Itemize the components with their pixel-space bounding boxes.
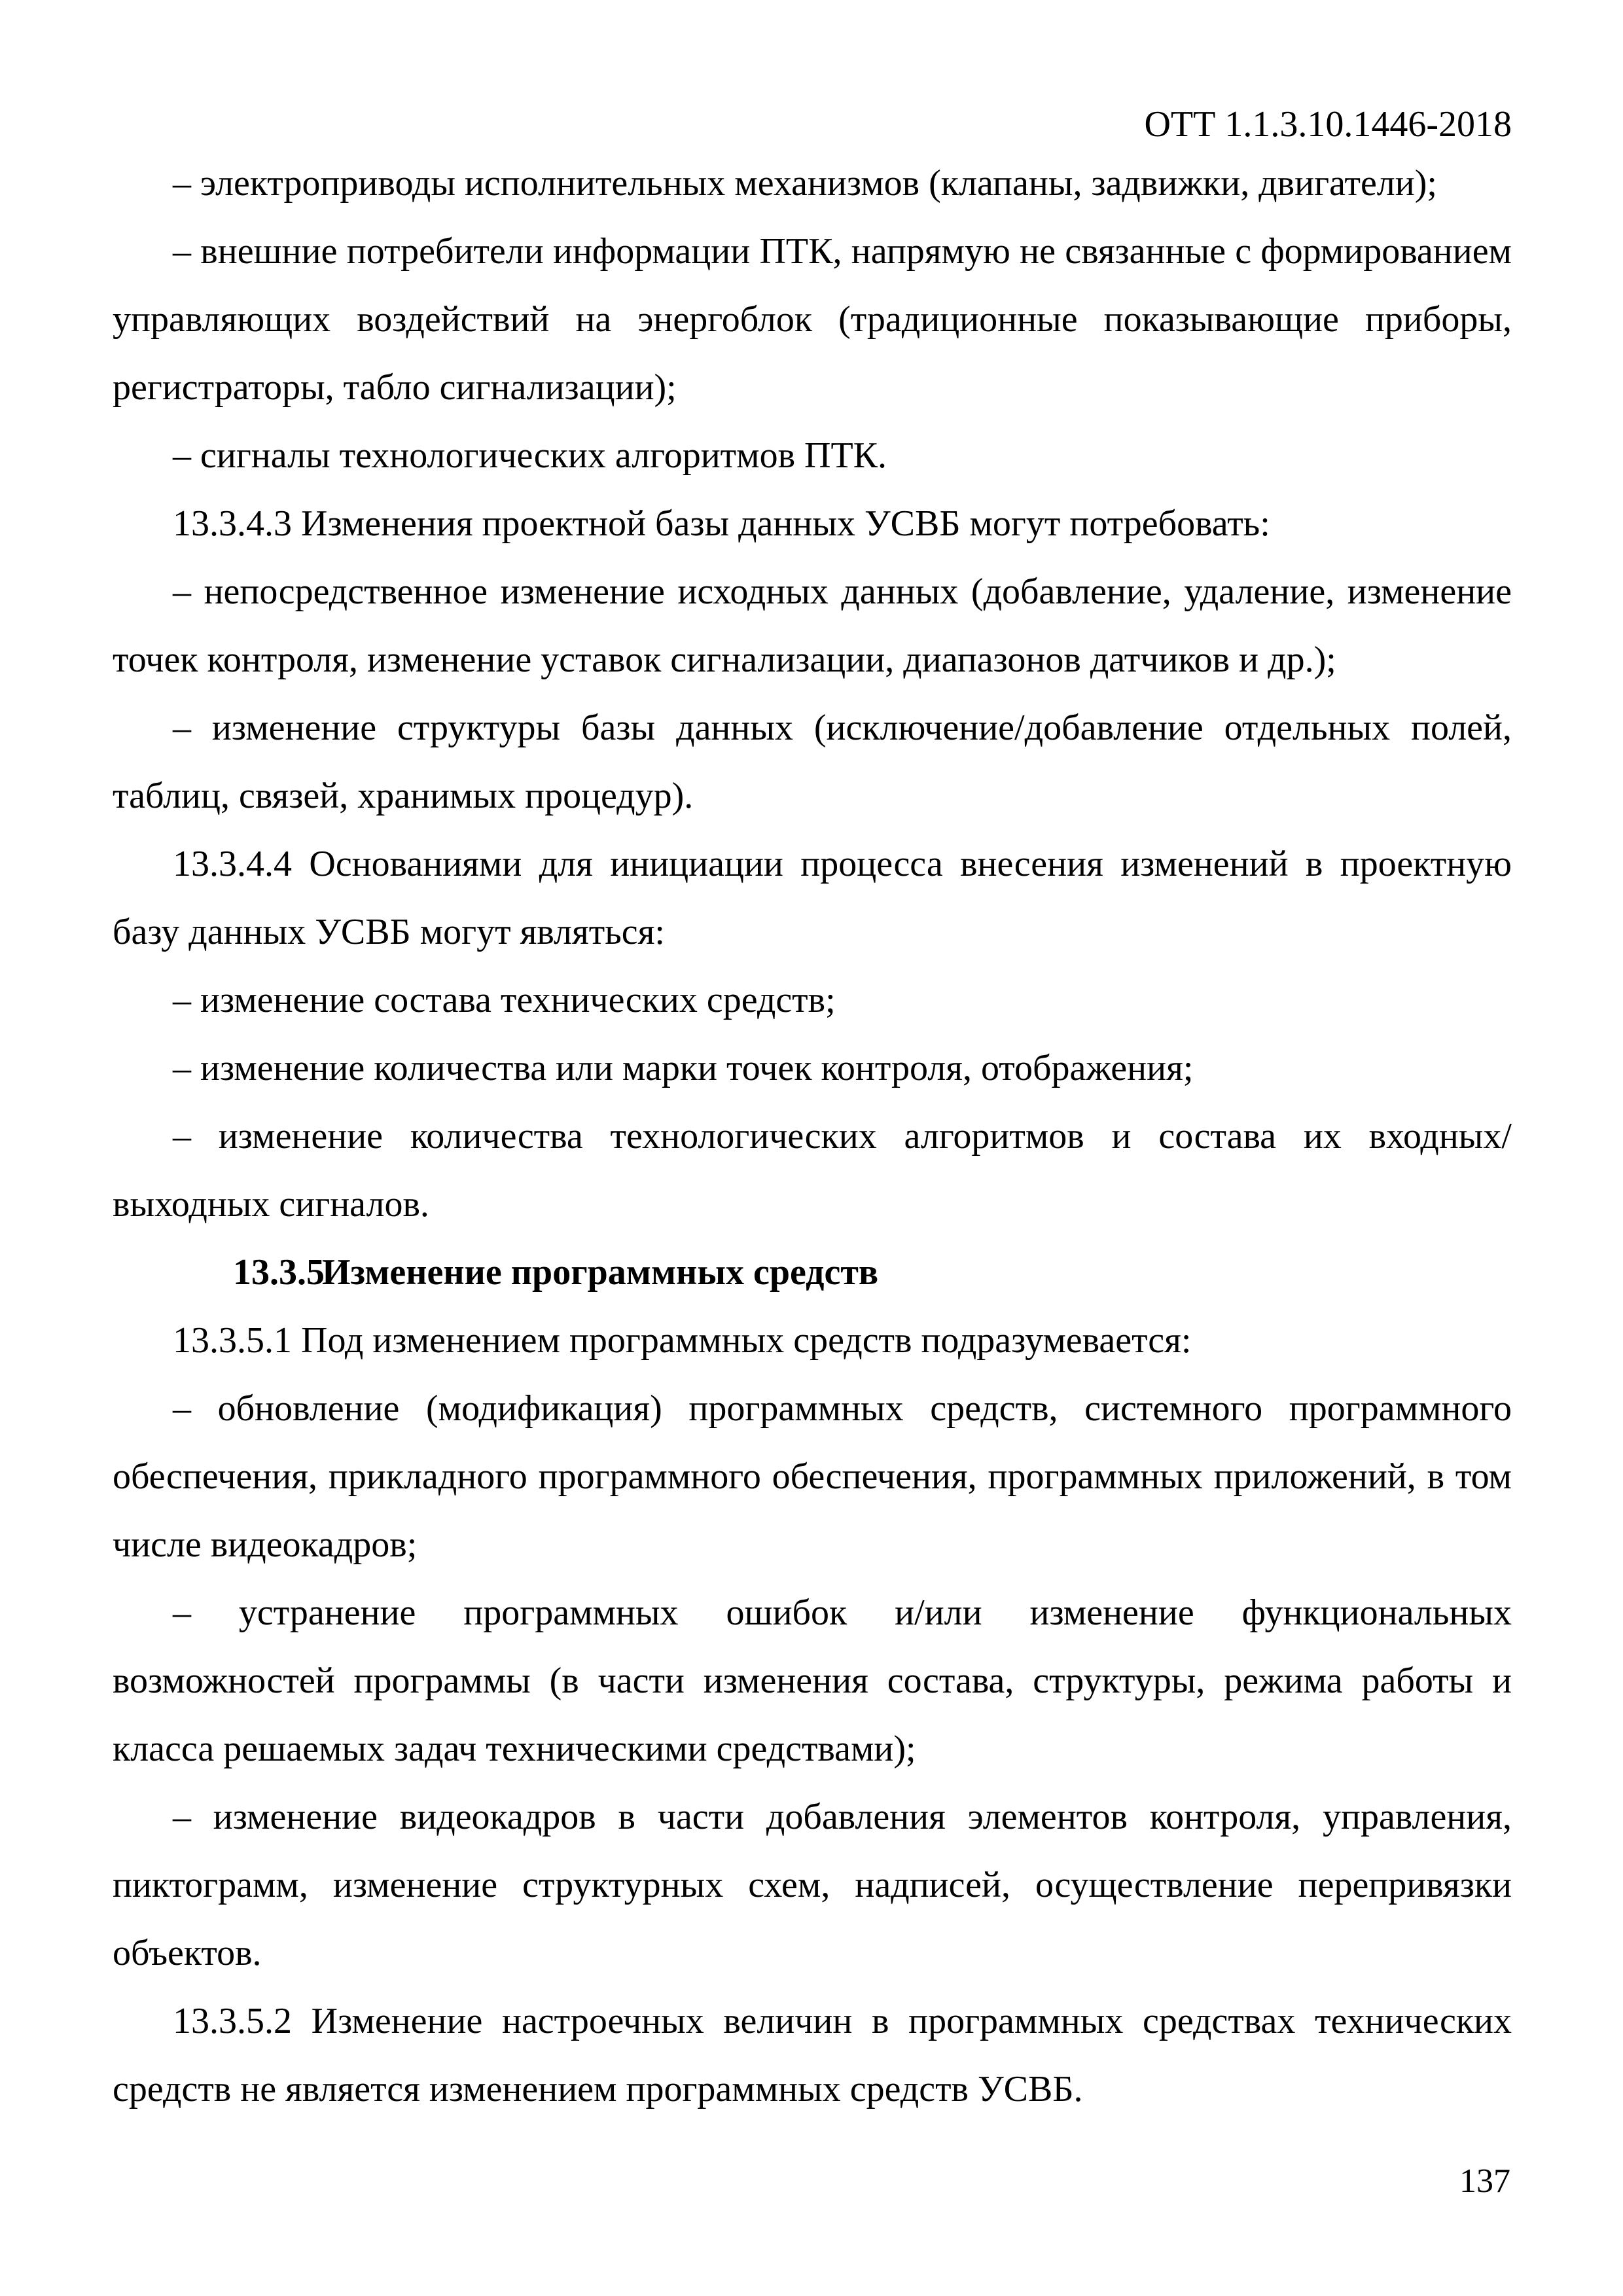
paragraph: 13.3.5.2 Изменение настроечных величин в программных средствах технических средств не является изменением программных средств УСВБ. bbox=[113, 2001, 1512, 2109]
section-title: Изменение программных средств bbox=[322, 1252, 879, 1293]
page-body bbox=[113, 149, 1512, 2123]
paragraph: – непосредственное изменение исходных данных (добавление, удаление, изменение точек контроля, изменение уставок сигнализации, диапазонов датчиков и др.); bbox=[113, 571, 1512, 680]
paragraph: – изменение состава технических средств; bbox=[173, 980, 836, 1020]
paragraph: 13.3.4.3 Изменения проектной базы данных УСВБ могут потребовать: bbox=[173, 503, 1270, 544]
paragraph: – изменение количества технологических алгоритмов и состава их входных/выходных сигналов. bbox=[113, 1116, 1512, 1225]
paragraph: 13.3.4.4 Основаниями для инициации процесса внесения изменений в проектную базу данных УСВБ могут являться: bbox=[113, 844, 1512, 952]
document-code: ОТТ 1.1.3.10.1446-2018 bbox=[1144, 104, 1512, 145]
paragraph: – электроприводы исполнительных механизмов (клапаны, задвижки, двигатели); bbox=[173, 163, 1437, 204]
paragraph: 13.3.5.1 Под изменением программных средств подразумевается: bbox=[173, 1320, 1192, 1361]
section-heading bbox=[113, 1238, 1512, 1306]
paragraph: – внешние потребители информации ПТК, напрямую не связанные с формированием управляющих воздействий на энергоблок (традиционные показывающие приборы, регистраторы, табло сигнализации); bbox=[113, 231, 1512, 408]
paragraph: – изменение видеокадров в части добавления элементов контроля, управления, пиктограмм, изменение структурных схем, надписей, осуществление перепривязки объектов. bbox=[113, 1797, 1512, 1973]
paragraph: – изменение количества или марки точек контроля, отображения; bbox=[173, 1048, 1194, 1088]
page-number: 137 bbox=[1459, 2162, 1510, 2200]
paragraph: – обновление (модификация) программных средств, системного программного обеспечения, прикладного программного обеспечения, программных приложений, в том числе видеокадров; bbox=[113, 1388, 1512, 1565]
paragraph: – устранение программных ошибок и/или изменение функциональных возможностей программы (в части изменения состава, структуры, режима работы и класса решаемых задач техническими средствами); bbox=[113, 1592, 1512, 1769]
section-number: 13.3.5 bbox=[233, 1252, 325, 1293]
paragraph: – сигналы технологических алгоритмов ПТК. bbox=[173, 435, 887, 476]
paragraph: – изменение структуры базы данных (исключение/добавление отдельных полей, таблиц, связей, хранимых процедур). bbox=[113, 708, 1512, 816]
